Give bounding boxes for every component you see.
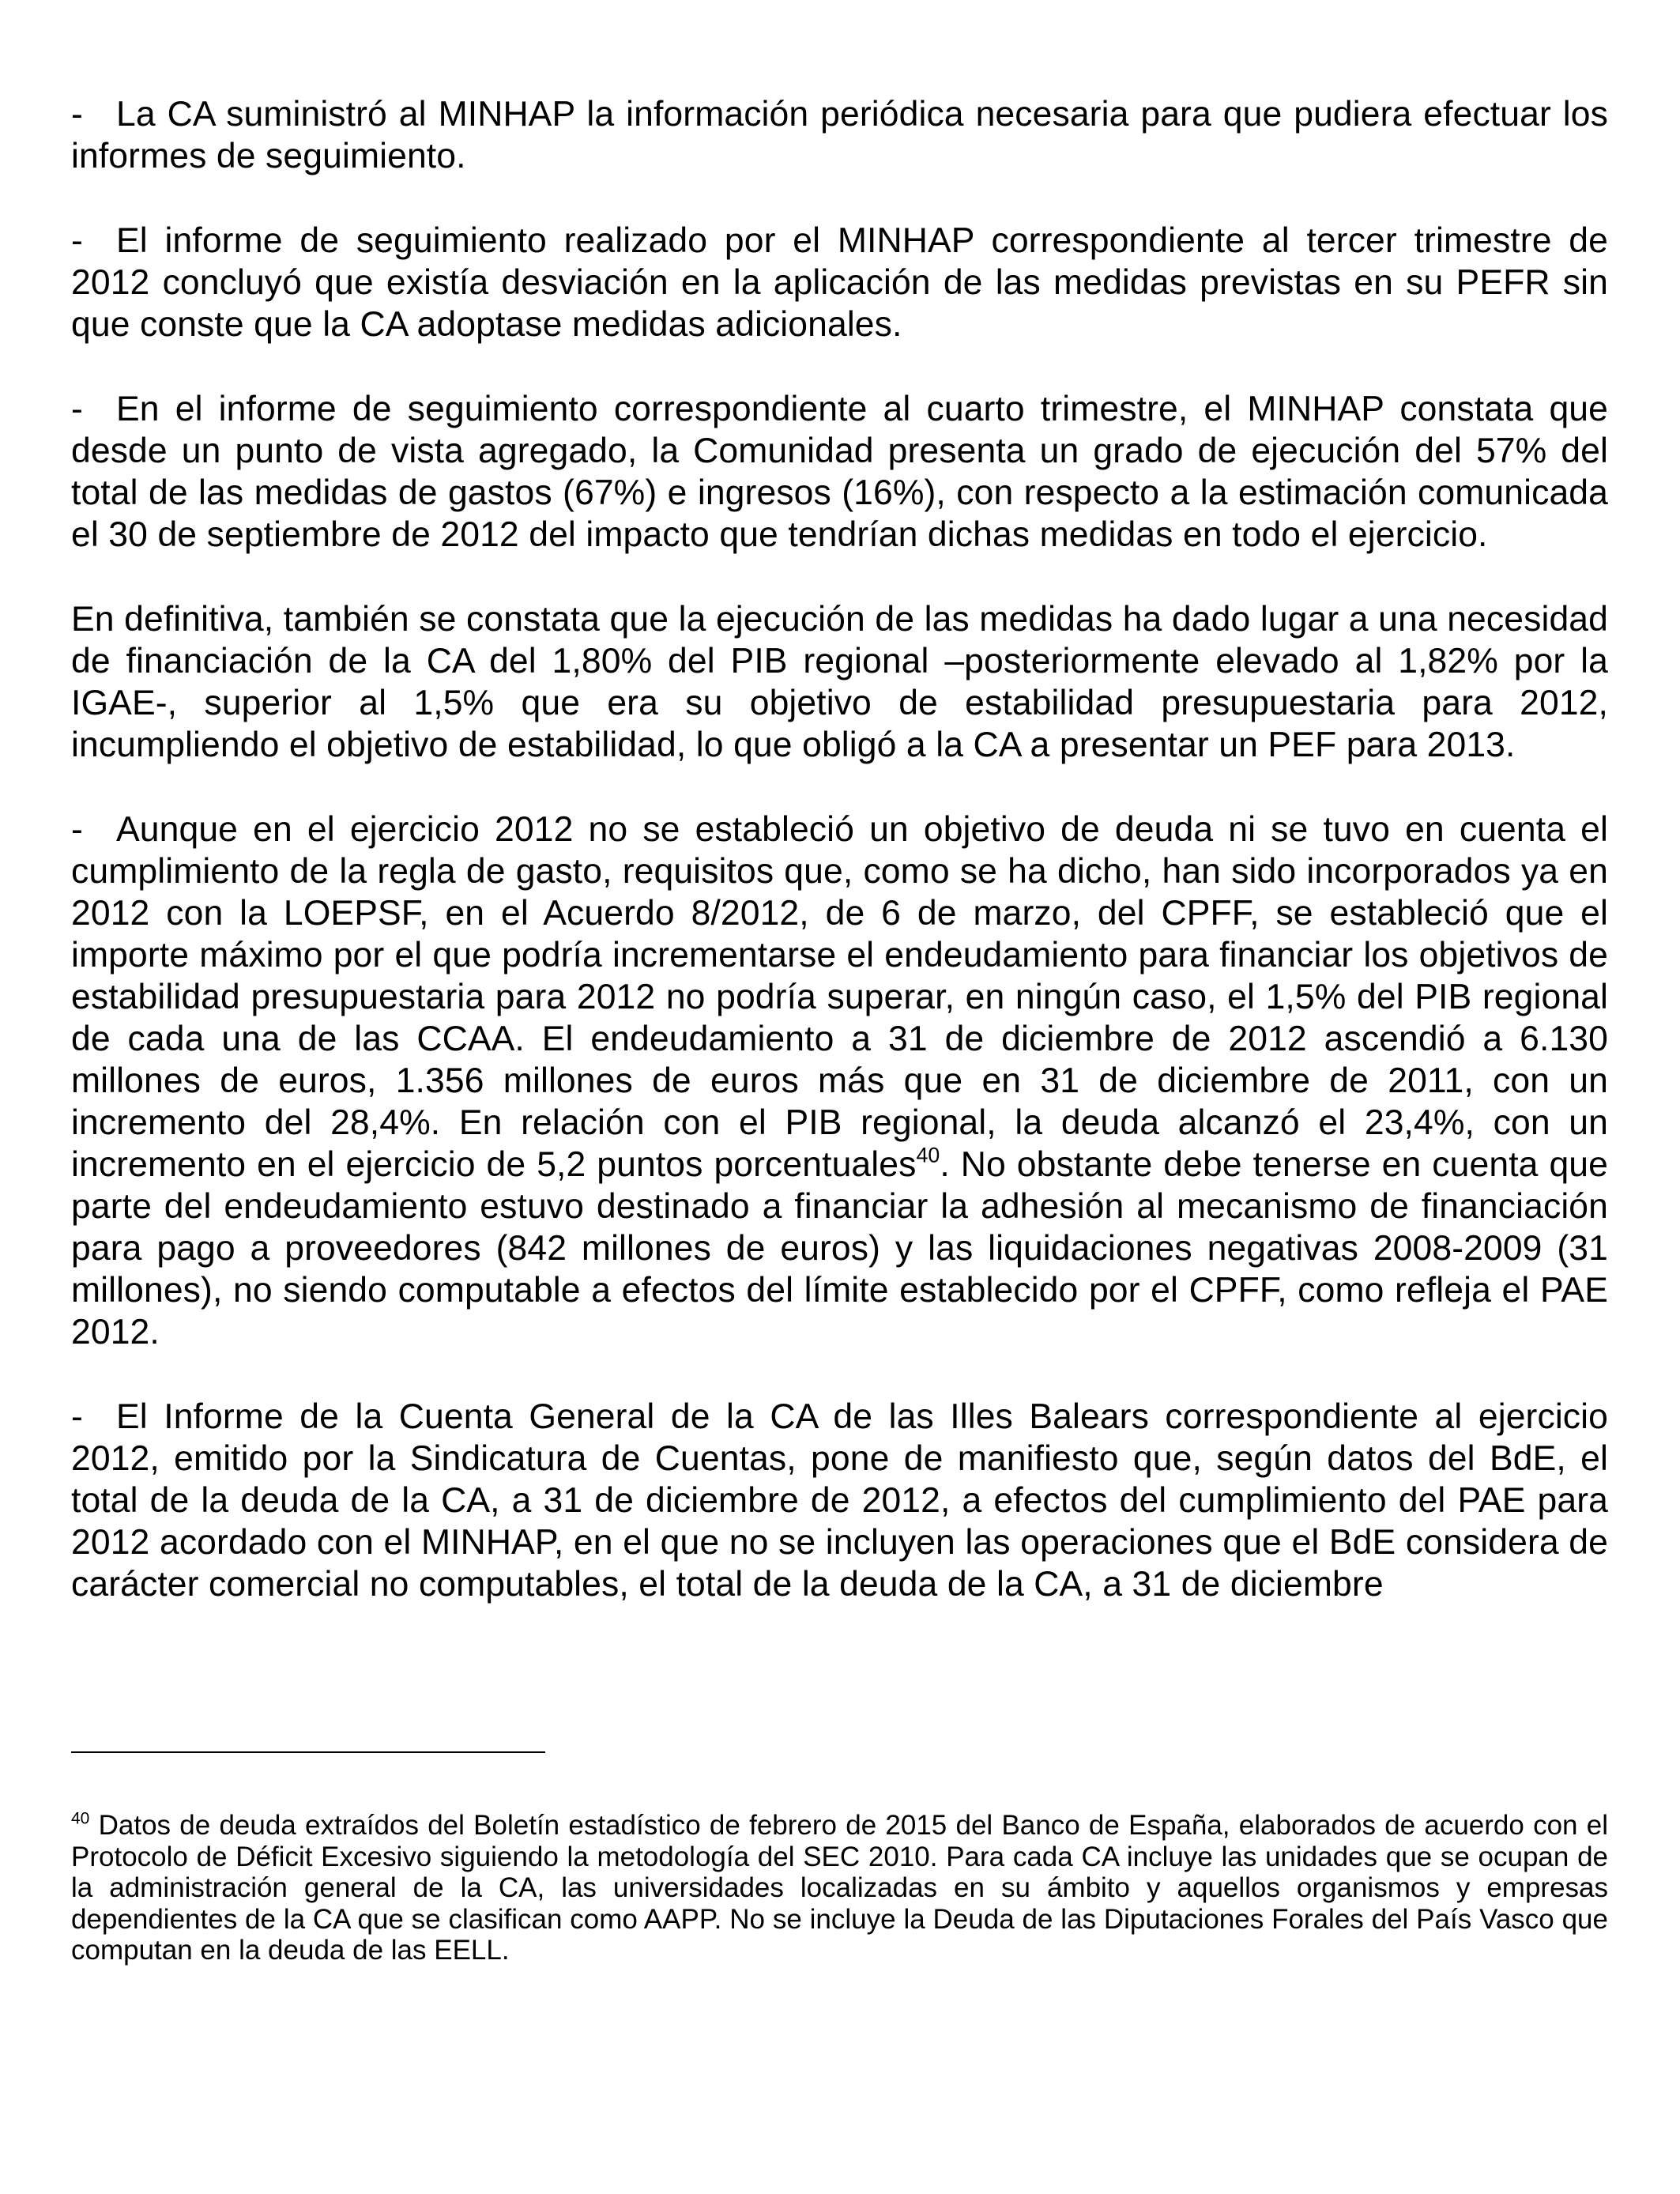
footnote-reference[interactable]: 40 xyxy=(916,1143,940,1167)
paragraph-text-continued: . No obstante debe tenerse en cuenta que parte del endeudamiento estuvo destinado a financiar la adhesión al mecanismo de financiación para pago a proveedores (842 millones de euros) y las liquidaciones negativas 2008-2009 (31 millones), no siendo computable a efectos del límite establecido por el CPFF, como refleja el PAE 2012. xyxy=(71,1145,1608,1351)
list-dash: - xyxy=(71,1397,83,1436)
footnote xyxy=(71,1810,1608,1966)
document-body xyxy=(71,93,1608,1648)
paragraph-cuarto-trimestre xyxy=(71,388,1608,556)
paragraph-text: Aunque en el ejercicio 2012 no se estableció un objetivo de deuda ni se tuvo en cuenta el cumplimiento de la regla de gasto, requisitos que, como se ha dicho, han sido incorporados ya en 2012 con la LOEPSF, en el Acuerdo 8/2012, de 6 de marzo, del CPFF, se estableció que el importe máximo por el que podría incrementarse el endeudamiento para financiar los objetivos de estabilidad presupuestaria para 2012 no podría superar, en ningún caso, el 1,5% del PIB regional de cada una de las CCAA. El endeudamiento a 31 de diciembre de 2012 ascendió a 6.130 millones de euros, 1.356 millones de euros más que en 31 de diciembre de 2011, con un incremento del 28,4%. En relación con el PIB regional, la deuda alcanzó el 23,4%, con un incremento en el ejercicio de 5,2 puntos porcentuales xyxy=(71,810,1608,1184)
paragraph-endeudamiento xyxy=(71,809,1608,1353)
paragraph-tercer-trimestre xyxy=(71,220,1608,345)
paragraph-text: El Informe de la Cuenta General de la CA de las Illes Balears correspondiente al ejercicio 2012, emitido por la Sindicatura de Cuentas, pone de manifiesto que, según datos del BdE, el total de la deuda de la CA, a 31 de diciembre de 2012, a efectos del cumplimiento del PAE para 2012 acordado con el MINHAP, en el que no se incluyen las operaciones que el BdE considera de carácter comercial no computables, el total de la deuda de la CA, a 31 de diciembre xyxy=(71,1397,1608,1604)
footnote-number: 40 xyxy=(71,1809,90,1828)
list-dash: - xyxy=(71,95,83,134)
paragraph-ca-suministro xyxy=(71,93,1608,177)
paragraph-text: En definitiva, también se constata que la ejecución de las medidas ha dado lugar a una necesidad de financiación de la CA del 1,80% del PIB regional –posteriormente elevado al 1,82% por la IGAE-, superior al 1,5% que era su objetivo de estabilidad presupuestaria para 2012, incumpliendo el objetivo de estabilidad, lo que obligó a la CA a presentar un PEF para 2013. xyxy=(71,600,1608,764)
list-dash: - xyxy=(71,221,83,260)
footnote-text: Datos de deuda extraídos del Boletín estadístico de febrero de 2015 del Banco de España, elaborados de acuerdo con el Protocolo de Déficit Excesivo siguiendo la metodología del SEC 2010. Para cada CA incluye las unidades que se ocupan de la administración general de la CA, las universidades localizadas en su ámbito y aquellos organismos y empresas dependientes de la CA que se clasifican como AAPP. No se incluye la Deuda de las Diputaciones Forales del País Vasco que computan en la deuda de las EELL. xyxy=(71,1810,1608,1966)
paragraph-en-definitiva xyxy=(71,598,1608,766)
paragraph-text: La CA suministró al MINHAP la información periódica necesaria para que pudiera efectuar los informes de seguimiento. xyxy=(71,95,1608,175)
paragraph-text: El informe de seguimiento realizado por el MINHAP correspondiente al tercer trimestre de 2012 concluyó que existía desviación en la aplicación de las medidas previstas en su PEFR sin que conste que la CA adoptase medidas adicionales. xyxy=(71,221,1608,344)
paragraph-text: En el informe de seguimiento correspondiente al cuarto trimestre, el MINHAP constata que desde un punto de vista agregado, la Comunidad presenta un grado de ejecución del 57% del total de las medidas de gastos (67%) e ingresos (16%), con respecto a la estimación comunicada el 30 de septiembre de 2012 del impacto que tendrían dichas medidas en todo el ejercicio. xyxy=(71,390,1608,554)
footnote-separator xyxy=(71,1751,545,1753)
paragraph-cuenta-general xyxy=(71,1396,1608,1605)
list-dash: - xyxy=(71,810,83,849)
list-dash: - xyxy=(71,390,83,428)
